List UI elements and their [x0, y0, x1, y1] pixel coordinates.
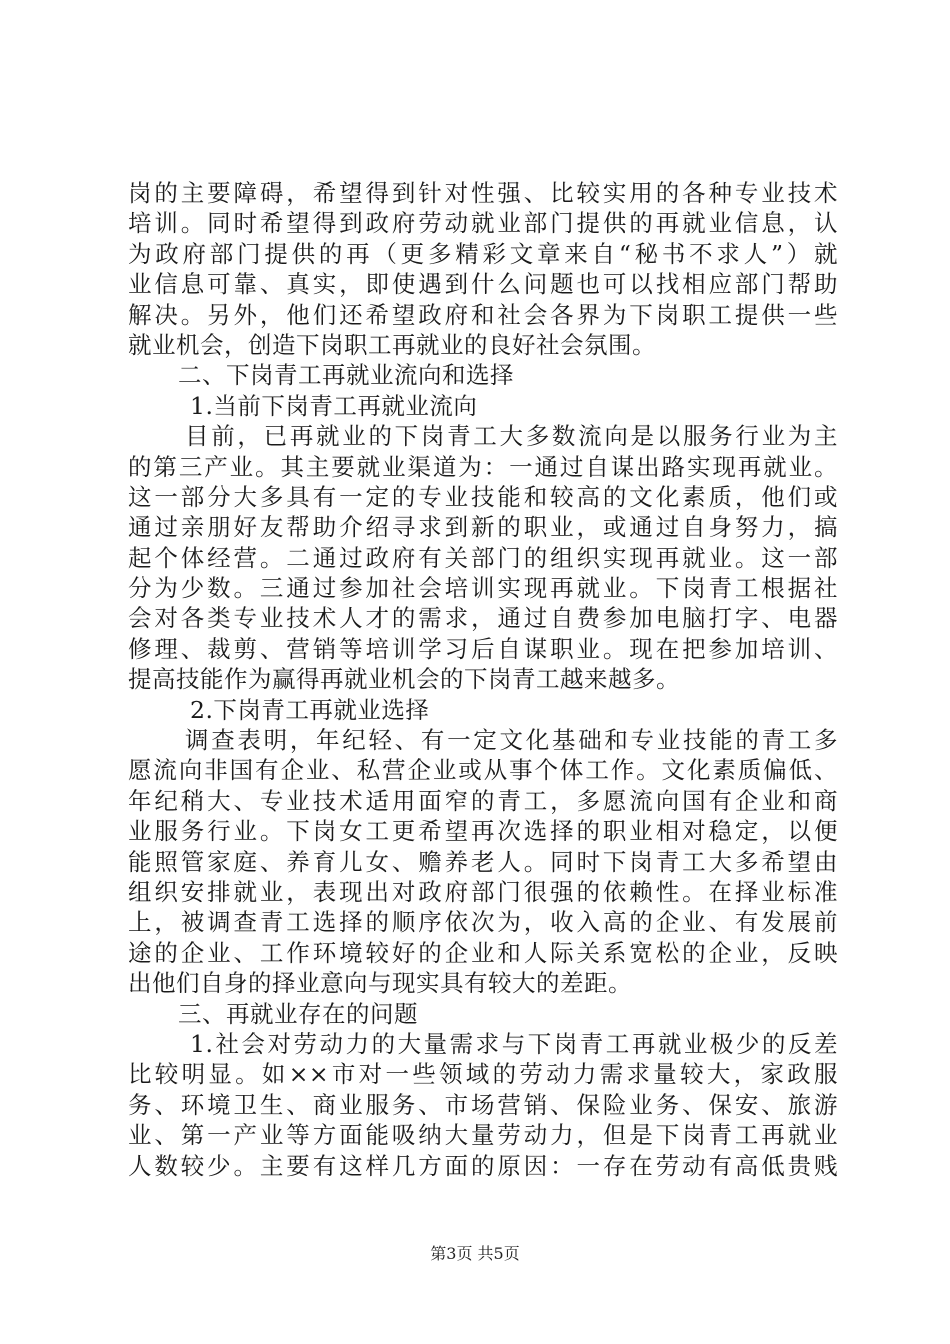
- text-line: 岗的主要障碍，希望得到针对性强、比较实用的各种专业技术: [128, 179, 838, 207]
- text-line: 分为少数。三通过参加社会培训实现再就业。下岗青工根据社: [128, 574, 838, 603]
- text-line: 务、环境卫生、商业服务、市场营销、保险业务、保安、旅游: [128, 1090, 838, 1119]
- text-line: 上，被调查青工选择的顺序依次为，收入高的企业、有发展前: [128, 908, 838, 937]
- text-line: 业信息可靠、真实，即使遇到什么问题也可以找相应部门帮助: [128, 270, 838, 299]
- text-line: 的第三产业。其主要就业渠道为：一通过自谋出路实现再就业。: [128, 452, 838, 481]
- text-line: 愿流向非国有企业、私营企业或从事个体工作。文化素质偏低、: [128, 756, 838, 785]
- text-line: 人数较少。主要有这样几方面的原因：一存在劳动有高低贵贱: [128, 1151, 838, 1180]
- text-line: 通过亲朋好友帮助介绍寻求到新的职业，或通过自身努力，搞: [128, 513, 838, 542]
- text-line: 为政府部门提供的再（更多精彩文章来自“秘书不求人”）就: [128, 239, 838, 268]
- text-line: 就业机会，创造下岗职工再就业的良好社会氛围。: [128, 330, 656, 359]
- section-heading: 二、下岗青工再就业流向和选择: [178, 361, 514, 390]
- text-line: 业服务行业。下岗女工更希望再次选择的职业相对稳定，以便: [128, 817, 838, 846]
- text-line: 途的企业、工作环境较好的企业和人际关系宽松的企业，反映: [128, 938, 838, 967]
- text-line: 能照管家庭、养育儿女、赡养老人。同时下岗青工大多希望由: [128, 847, 838, 876]
- text-line: 比较明显。如××市对一些领域的劳动力需求量较大，家政服: [128, 1060, 838, 1089]
- text-line: 这一部分大多具有一定的专业技能和较高的文化素质，他们或: [128, 482, 838, 511]
- page-footer: 第3页 共5页: [430, 1244, 520, 1263]
- text-line: 目前，已再就业的下岗青工大多数流向是以服务行业为主: [185, 422, 838, 451]
- text-line: 业、第一产业等方面能吸纳大量劳动力，但是下岗青工再就业: [128, 1121, 838, 1150]
- text-line: 出他们自身的择业意向与现实具有较大的差距。: [128, 969, 632, 998]
- text-line: 培训。同时希望得到政府劳动就业部门提供的再就业信息，认: [128, 209, 838, 238]
- text-line: 提高技能作为赢得再就业机会的下岗青工越来越多。: [128, 665, 680, 694]
- text-line: 起个体经营。二通过政府有关部门的组织实现再就业。这一部: [128, 543, 838, 572]
- subsection-line: 2.下岗青工再就业选择: [190, 695, 430, 724]
- subsection-line: 1.当前下岗青工再就业流向: [190, 391, 478, 420]
- text-line: 修理、裁剪、营销等培训学习后自谋职业。现在把参加培训、: [128, 634, 838, 663]
- subsection-line: 1.社会对劳动力的大量需求与下岗青工再就业极少的反差: [190, 1029, 838, 1058]
- text-line: 会对各类专业技术人才的需求，通过自费参加电脑打字、电器: [128, 604, 838, 633]
- text-line: 年纪稍大、专业技术适用面窄的青工，多愿流向国有企业和商: [128, 786, 838, 815]
- text-line: 解决。另外，他们还希望政府和社会各界为下岗职工提供一些: [128, 300, 838, 329]
- text-line: 调查表明，年纪轻、有一定文化基础和专业技能的青工多: [185, 726, 838, 755]
- section-heading: 三、再就业存在的问题: [178, 999, 418, 1028]
- text-line: 组织安排就业，表现出对政府部门很强的依赖性。在择业标准: [128, 877, 838, 906]
- document-body: [128, 178, 838, 1181]
